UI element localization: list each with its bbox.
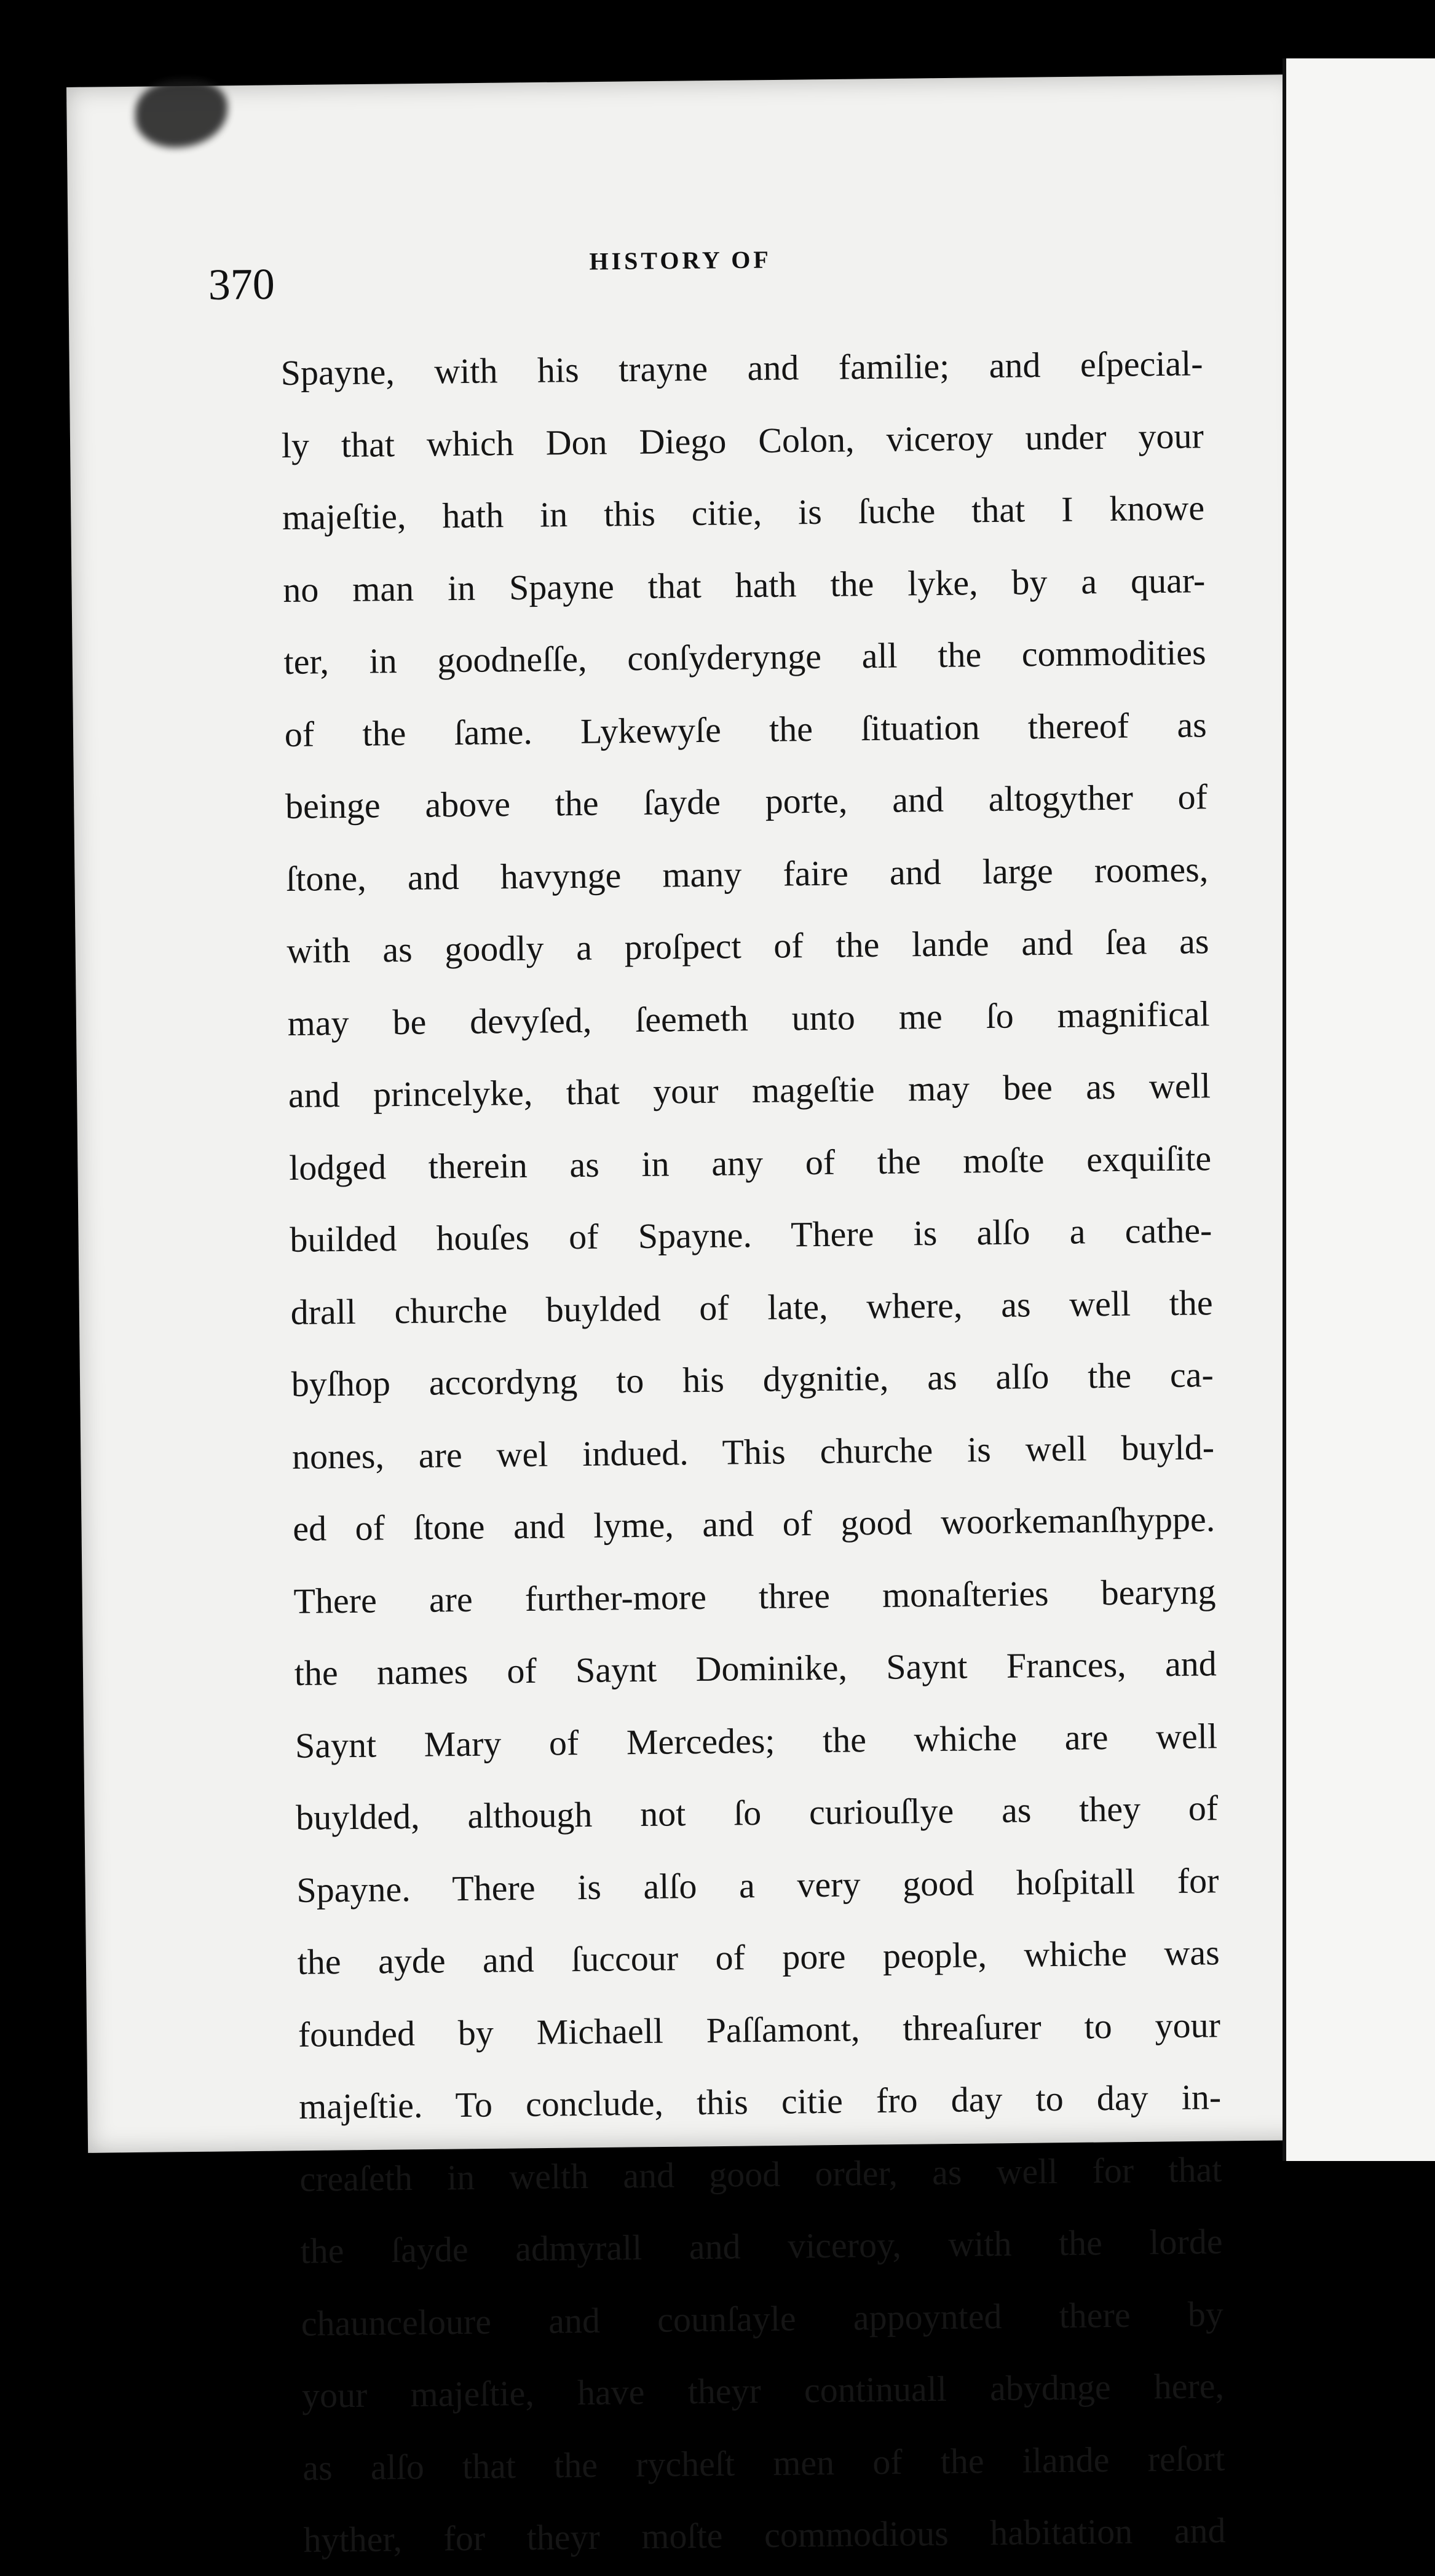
page-number: 370 xyxy=(208,259,275,309)
text-line: founded by Michaell Paſſamont, threaſurer to your xyxy=(298,2004,1221,2055)
text-line: majeſtie. To conclude, this citie fro day to day in- xyxy=(298,2077,1222,2127)
page-header xyxy=(208,228,1192,312)
text-line: and princelyke, that your mageſtie may bee as well xyxy=(288,1065,1211,1115)
body-text xyxy=(280,327,1226,2576)
text-line: ſtone, and havynge many faire and large roomes, xyxy=(285,848,1209,899)
text-line: with as goodly a proſpect of the lande and ſea as xyxy=(287,921,1209,971)
text-line: builded houſes of Spayne. There is alſo a cathe- xyxy=(290,1210,1212,1260)
text-line: buylded, although not ſo curiouſlye as they of xyxy=(295,1788,1219,1838)
text-line: creaſeth in welth and good order, as well for that xyxy=(299,2149,1222,2199)
text-line: may be devyſed, ſeemeth unto me ſo magnifical xyxy=(287,993,1210,1043)
running-head: HISTORY OF xyxy=(589,245,772,275)
facing-page-edge xyxy=(1283,58,1435,2161)
text-line: ly that which Don Diego Colon, viceroy under your xyxy=(281,415,1204,465)
text-line: hyther, for theyr moſte commodious habitation and xyxy=(303,2510,1226,2560)
text-line: There are further-more three monaſteries bearyng xyxy=(293,1571,1216,1621)
text-line: the ayde and ſuccour of pore people, whiche was xyxy=(297,1932,1220,1982)
text-line: no man in Spayne that hath the lyke, by a quar- xyxy=(282,559,1206,610)
text-line: ter, in goodneſſe, conſyderynge all the commodities xyxy=(283,632,1206,682)
text-line: your majeſtie, have theyr continuall abydnge here, xyxy=(301,2366,1225,2416)
text-line: Saynt Mary of Mercedes; the whiche are well xyxy=(295,1715,1218,1766)
text-line: Spayne. There is alſo a very good hoſpitall for xyxy=(296,1860,1219,1910)
text-line: the names of Saynt Dominike, Saynt Frances, and xyxy=(294,1643,1217,1693)
text-line: majeſtie, hath in this citie, is ſuche that I knowe xyxy=(282,488,1205,537)
text-line: lodged therein as in any of the moſte exquiſite xyxy=(288,1137,1212,1188)
text-line: nones, are wel indued. This churche is well buyld- xyxy=(291,1426,1215,1477)
text-line: the ſayde admyrall and viceroy, with the lorde xyxy=(300,2221,1223,2271)
text-line: of the ſame. Lykewyſe the ſituation thereof as xyxy=(284,704,1208,754)
text-line: Spayne, with his trayne and familie; and eſpecial- xyxy=(280,343,1203,393)
text-line: as alſo that the rycheſt men of the ilande reſort xyxy=(302,2438,1225,2488)
text-line: byſhop accordyng to his dygnitie, as alſo the ca- xyxy=(291,1354,1214,1404)
text-line: beinge above the ſayde porte, and altogyther of xyxy=(285,776,1208,826)
text-line: chaunceloure and counſayle appoynted there by xyxy=(301,2293,1224,2344)
text-line: ed of ſtone and lyme, and of good woorkemanſhyppe. xyxy=(292,1499,1216,1549)
text-line: drall churche buylded of late, where, as well the xyxy=(290,1282,1213,1332)
